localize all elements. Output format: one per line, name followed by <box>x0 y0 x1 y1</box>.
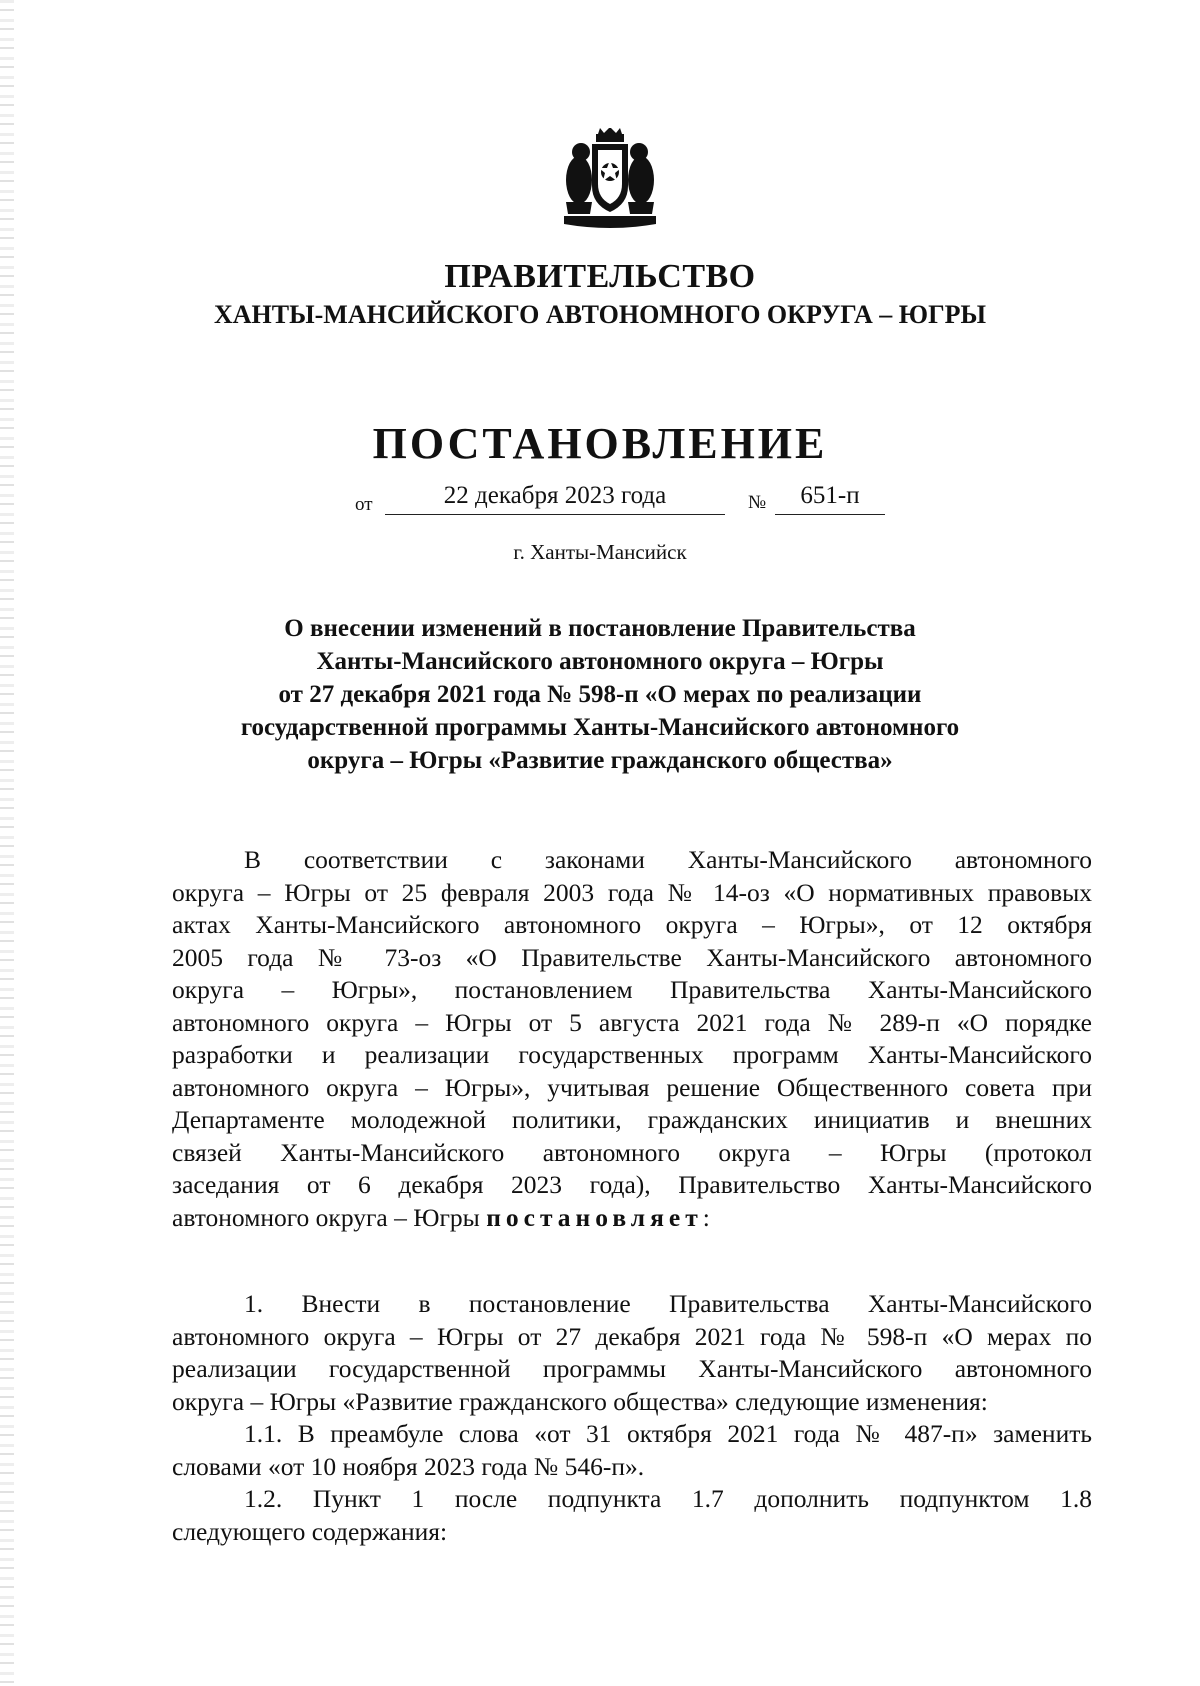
document-number: 651-п <box>775 482 885 515</box>
document-subject <box>190 612 1010 777</box>
document-type-heading: ПОСТАНОВЛЕНИЕ <box>372 419 828 468</box>
text-line: актах Ханты-Мансийского автономного округа – Югры», от 12 октября <box>172 910 1092 939</box>
item-1-1-paragraph <box>172 1418 1092 1483</box>
text-line: округа – Югры от 25 февраля 2003 года № 14-оз «О нормативных правовых <box>172 877 1092 907</box>
text-line: заседания от 6 декабря 2023 года), Правительство Ханты-Мансийского <box>172 1170 1092 1199</box>
government-subtitle: ХАНТЫ-МАНСИЙСКОГО АВТОНОМНОГО ОКРУГА – ЮГРЫ <box>213 300 987 329</box>
subject-line: от 27 декабря 2021 года № 598-п «О мерах по реализации <box>278 681 922 708</box>
coat-of-arms-emblem <box>562 128 658 232</box>
text-line: 1. Внести в постановление Правительства Ханты-Мансийского <box>244 1289 1092 1318</box>
text-segment: автономного округа – Югры <box>172 1202 487 1232</box>
number-label: № <box>748 492 767 513</box>
text-line: автономного округа – Югры от 5 августа 2021 года № 289-п «О порядке <box>172 1007 1092 1037</box>
resolve-word: постановляет <box>486 1202 703 1232</box>
city-line: г. Ханты-Мансийск <box>513 540 687 564</box>
text-line: автономного округа – Югры от 27 декабря 2021 года № 598-п «О мерах по <box>172 1321 1092 1351</box>
scan-edge <box>0 0 14 1686</box>
text-line: округа – Югры «Развитие гражданского общества» следующие изменения: <box>172 1386 988 1416</box>
text-line <box>172 1202 1092 1235</box>
preamble-paragraph <box>172 844 1092 1234</box>
text-line: разработки и реализации государственных программ Ханты-Мансийского <box>172 1040 1092 1069</box>
item-1-paragraph <box>172 1288 1092 1418</box>
text-line: Департаменте молодежной политики, гражданских инициатив и внешних <box>172 1105 1092 1134</box>
subject-line: округа – Югры «Развитие гражданского общества» <box>307 747 893 774</box>
date-label: от <box>355 494 373 515</box>
subject-line: О внесении изменений в постановление Правительства <box>284 615 916 642</box>
text-line: округа – Югры», постановлением Правительства Ханты-Мансийского <box>172 975 1092 1004</box>
item-1-2-paragraph <box>172 1483 1092 1548</box>
government-title: ПРАВИТЕЛЬСТВО <box>444 258 756 295</box>
text-line: 2005 года № 73-оз «О Правительстве Ханты-Мансийского автономного <box>172 942 1092 972</box>
text-line: 1.2. Пункт 1 после подпункта 1.7 дополнить подпунктом 1.8 <box>244 1484 1092 1513</box>
subject-line: государственной программы Ханты-Мансийского автономного <box>240 714 960 741</box>
text-line: связей Ханты-Мансийского автономного округа – Югры (протокол <box>172 1137 1092 1167</box>
date-number-line <box>0 482 1200 522</box>
text-line: реализации государственной программы Ханты-Мансийского автономного <box>172 1354 1092 1383</box>
text-line: автономного округа – Югры», учитывая решение Общественного совета при <box>172 1072 1092 1102</box>
text-line: 1.1. В преамбуле слова «от 31 октября 2021 года № 487-п» заменить <box>244 1419 1092 1448</box>
text-line: словами «от 10 ноября 2023 года № 546-п». <box>172 1451 645 1481</box>
text-line: В соответствии с законами Ханты-Мансийского автономного <box>244 845 1092 874</box>
text-segment: : <box>702 1202 710 1232</box>
subject-line: Ханты-Мансийского автономного округа – Югры <box>316 648 884 675</box>
text-line: следующего содержания: <box>172 1516 448 1546</box>
document-date: 22 декабря 2023 года <box>385 482 725 515</box>
